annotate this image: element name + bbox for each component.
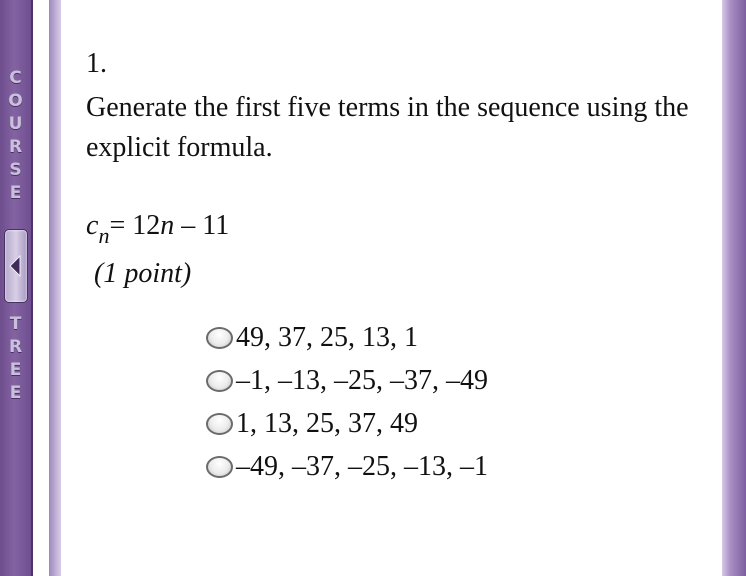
course-tree-sidebar: [0, 0, 33, 576]
course-tree-letter: O: [8, 91, 23, 111]
answer-choices: [206, 316, 488, 488]
radio-button[interactable]: [206, 327, 233, 349]
content-left-border: [49, 0, 61, 576]
course-tree-letter: E: [9, 383, 22, 403]
course-tree-letter: U: [8, 114, 23, 134]
formula-variable: c: [86, 210, 99, 241]
course-tree-letter: S: [9, 160, 22, 180]
chevron-left-icon: [8, 255, 22, 277]
course-tree-letter: C: [9, 68, 22, 88]
formula-rest: – 11: [174, 210, 230, 241]
question-number: 1.: [86, 48, 107, 79]
question-prompt: Generate the first five terms in the sequence using the explicit formula.: [86, 92, 689, 163]
course-tree-letter: T: [9, 314, 22, 334]
course-tree-letter: R: [8, 137, 23, 157]
answer-option[interactable]: [206, 402, 488, 445]
formula-equals: = 12: [109, 210, 161, 241]
radio-button[interactable]: [206, 456, 233, 478]
question-formula: [86, 208, 230, 248]
answer-option-label: –1, –13, –25, –37, –49: [236, 364, 488, 396]
formula-subscript: n: [98, 223, 110, 248]
answer-option-label: –49, –37, –25, –13, –1: [236, 450, 488, 482]
formula-index-variable: n: [160, 210, 175, 241]
radio-button[interactable]: [206, 413, 233, 435]
collapse-course-tree-button[interactable]: [4, 229, 28, 303]
content-right-border: [722, 0, 746, 576]
course-tree-letter: E: [9, 360, 22, 380]
course-tree-letter: E: [9, 183, 22, 203]
answer-option-label: 1, 13, 25, 37, 49: [236, 407, 418, 439]
radio-button[interactable]: [206, 370, 233, 392]
answer-option[interactable]: [206, 316, 488, 359]
answer-option[interactable]: [206, 445, 488, 488]
answer-option-label: 49, 37, 25, 13, 1: [236, 321, 418, 353]
course-tree-letter: R: [8, 337, 23, 357]
question-points: (1 point): [94, 258, 192, 289]
sidebar-gap: [33, 0, 49, 576]
answer-option[interactable]: [206, 359, 488, 402]
